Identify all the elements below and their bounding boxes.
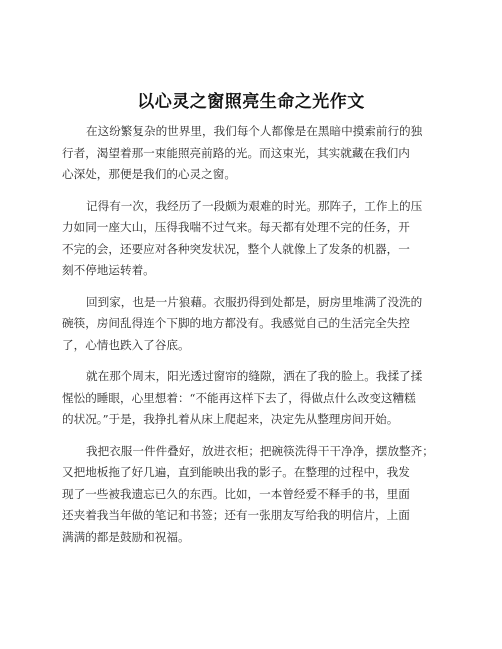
paragraph-line: 心深处，那便是我们的心灵之窗。 — [62, 167, 236, 181]
paragraph-4 — [62, 366, 448, 431]
paragraph-line: 我把衣服一件件叠好，放进衣柜；把碗筷洗得干干净净，摆放整齐； — [86, 443, 434, 458]
paragraph-line: 力如同一座大山，压得我喘不过气来。每天都有处理不完的任务，开 — [62, 220, 410, 234]
paragraph-5 — [62, 441, 448, 549]
paragraph-line: 在这纷繁复杂的世界里，我们每个人都像是在黑暗中摸索前行的独 — [86, 124, 423, 138]
paragraph-line: 刻不停地运转着。 — [62, 263, 155, 277]
paragraph-line: 了，心情也跌入了谷底。 — [62, 337, 190, 352]
paragraph-1 — [62, 121, 448, 186]
paragraph-line: 又把地板拖了好几遍，直到能映出我的影子。在整理的过程中，我发 — [62, 465, 410, 479]
paragraph-line: 就在那个周末，阳光透过窗帘的缝隙，洒在了我的脸上。我揉了揉 — [86, 369, 423, 383]
paragraph-line: 现了一些被我遗忘已久的东西。比如，一本曾经爱不释手的书，里面 — [62, 486, 410, 501]
paragraph-line: 的状况。”于是，我挣扎着从床上爬起来，决定先从整理房间开始。 — [62, 412, 399, 426]
paragraph-line: 满满的都是鼓励和祝福。 — [62, 529, 190, 544]
paragraph-line: 回到家，也是一片狼藉。衣服扔得到处都是，厨房里堆满了没洗的 — [86, 294, 423, 309]
paragraph-line: 碗筷，房间乱得连个下脚的地方都没有。我感觉自己的生活完全失控 — [62, 316, 410, 330]
paragraph-3 — [62, 292, 448, 357]
paragraph-line: 记得有一次，我经历了一段颇为艰难的时光。那阵子，工作上的压 — [86, 198, 423, 213]
paragraph-line: 不完的会，还要应对各种突发状况，整个人就像上了发条的机器，一 — [62, 241, 410, 256]
document-body — [62, 121, 448, 558]
paragraph-line: 行者，渴望着那一束能照亮前路的光。而这束光，其实就藏在我们内 — [62, 145, 410, 160]
paragraph-2 — [62, 196, 448, 282]
paragraph-line: 还夹着我当年做的笔记和书签；还有一张朋友写给我的明信片，上面 — [62, 508, 410, 522]
paragraph-line: 惺忪的睡眼，心里想着：“不能再这样下去了，得做点什么改变这糟糕 — [62, 390, 416, 405]
document-title: 以心灵之窗照亮生命之光作文 — [137, 92, 365, 112]
